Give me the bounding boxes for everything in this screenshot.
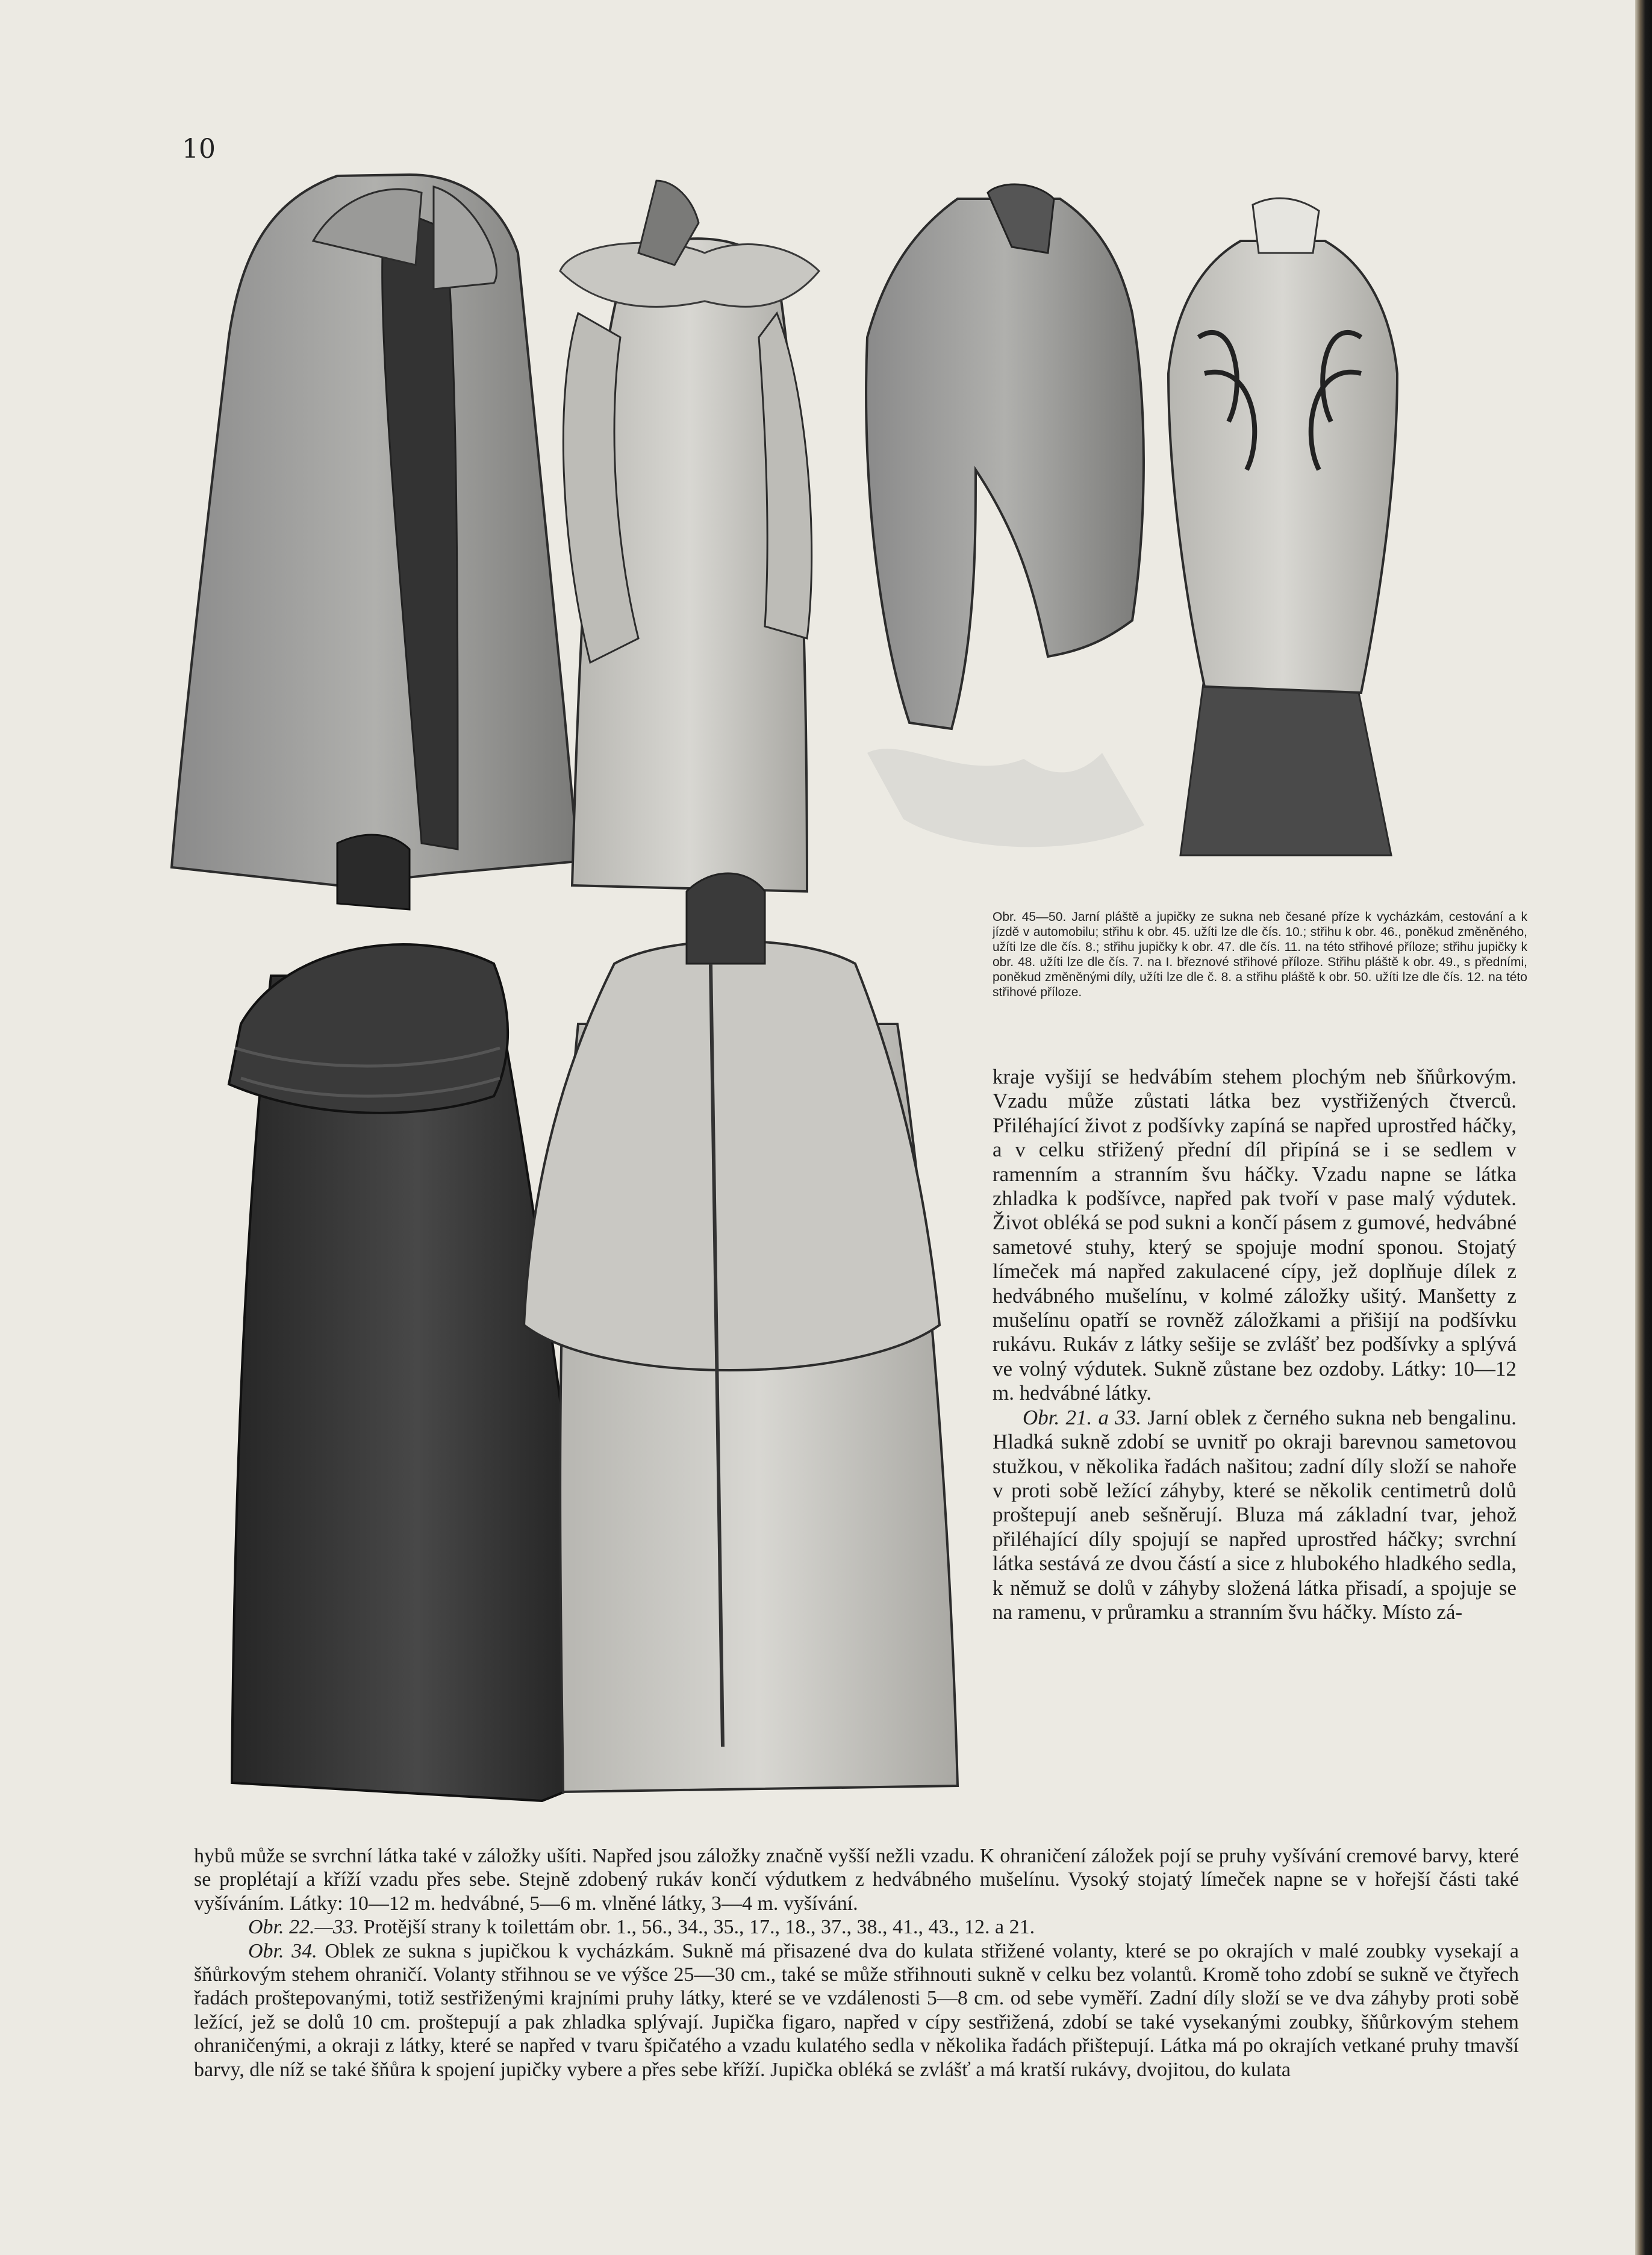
caption-text: Obr. 45—50. Jarní pláště a jupičky ze sukna neb česané příze k vycházkám, cestování a k jízdě v automobilu; střihu k obr. 45. užíti lze dle čís. 10.; střihu k obr. 46., poněkud změněného, užíti lze dle čís. 8.; střihu jupičky k obr. 47. dle čís. 11. na této střihové příloze; střihu jupičky k obr. 48. užíti lze dle čís. 7. na I. březnové střihové příloze. Střihu pláště k obr. 49., s předními, poněkud změněnými díly, užíti lze dle č. 8. a střihu pláště k obr. 50. užíti lze dle čís. 12. na této střihové příloze. xyxy=(993,910,1527,999)
figure-reference: Obr. 21. a 33. xyxy=(1023,1405,1142,1429)
figure-reference: Obr. 22.—33. xyxy=(248,1916,359,1939)
figure-reference: Obr. 34. xyxy=(248,1939,317,1962)
figure-coat-light xyxy=(560,181,819,891)
paragraph-text: Oblek ze sukna s jupičkou k vycházkám. Sukně má přisazené dva do kulata střižené volanty, které se po okrajích v malé zoubky vysekají a šňůrkovým stehem ohraničí. Volanty střihnou se ve výšce 25—30 cm., také se může střihnouti sukně v celku bez volantů. Kromě toho zdobí se sukně ve čtyřech řadách proštepovanými, totiž sestřiženými krajními pruhy látky, které se ve vzdálenosti 5—8 cm. od sebe vyměří. Zadní díly složí se ve dva záhyby proti sobě ležící, jež se dolů 10 cm. proštepují a pak zhladka splývají. Jupička figaro, napřed v cípy sestřižená, zdobí se také vysekanými zoubky, šňůrkovým stehem ohraničenými, a okraji z látky, které se napřed v tvaru špičatého a vzadu kulatého sedla v několika řadách přištepují. Látka má po okrajích vetkané pruhy tmavší barvy, dle níž se také šňůra k spojení jupičky vybere a přes sebe kříží. Jupička obléká se zvlášť a má kratší rukávy, dvojitou, do kulata xyxy=(194,1939,1519,2081)
figure-caption xyxy=(993,909,1527,1000)
paragraph-obr-22 xyxy=(194,1915,1519,1939)
paragraph-obr-21 xyxy=(993,1406,1516,1625)
figure-bodice-light xyxy=(1168,198,1397,855)
page-number: 10 xyxy=(182,134,216,164)
figure-coat-light-cape xyxy=(524,873,958,1792)
figure-jacket-grey xyxy=(866,184,1144,847)
bottom-text xyxy=(194,1844,1519,2082)
paragraph-continuation: kraje vyšijí se hedvábím stehem plochým neb šňůrkovým. Vzadu může zůstati látka bez vystřižených čtverců. Přiléhající život z podšívky zapíná se napřed uprostřed háčky, a v celku střižený přední díl připíná se i se sedlem v ramenním a stranním švu háčky. Vzadu napne se látka zhladka k podšívce, napřed pak tvoří v pase malý výdutek. Život obléká se pod sukni a končí pásem z gumové, hedvábné sametové stuhy, který se spojuje modní sponou. Stojatý límeček má napřed zakulacené cípy, jež doplňuje dílek z hedvábného mušelínu, v kolmé záložky ušitý. Manšetty z mušelínu opatří se rovněž záložkami a přišijí na podšívku rukávu. Rukáv z látky sešije se zvlášť bez podšívky a splývá ve volný výdutek. Sukně zůstane bez ozdoby. Látky: 10—12 m. hedvábné látky. xyxy=(993,1065,1516,1405)
figure-cape-grey xyxy=(172,175,578,885)
binding-edge xyxy=(1635,0,1652,2255)
paragraph-obr-34 xyxy=(194,1939,1519,2082)
right-column-text xyxy=(993,1065,1516,1624)
paragraph-text: Protější strany k toilettám obr. 1., 56., 34., 35., 17., 18., 37., 38., 41., 43., 12. a 21. xyxy=(363,1916,1035,1939)
paragraph-continuation-bottom: hybů může se svrchní látka také v záložky ušíti. Napřed jsou záložky značně vyšší nežli vzadu. K ohraničení záložek pojí se pruhy vyšívání cremové barvy, které se proplétají a kříží vzadu přes sebe. Stejně zdobený rukáv končí výdutkem z hedvábného mušelínu. Vysoký stojatý límeček napne se v hořejší části také vyšíváním. Látky: 10—12 m. hedvábné, 5—6 m. vlněné látky, 3—4 m. vyšívání. xyxy=(194,1845,1519,1915)
paragraph-text: Jarní oblek z černého sukna neb bengalinu. Hladká sukně zdobí se uvnitř po okraji barevnou sametovou stužkou, v několika řadách našitou; zadní díly složí se nahoře v proti sobě ležící záhyby, které se několik centimetrů dolů proštepují aneb sešněrují. Bluza má základní tvar, jehož přiléhající díly spojují se napřed uprostřed háčky; svrchní látka sestává ze dvou částí a sice z hlubokého hladkého sedla, k němuž se dolů v záhyby složená látka přisadí, a spojuje se na ramenu, v průramku a stranním švu háčky. Místo zá- xyxy=(993,1405,1517,1624)
